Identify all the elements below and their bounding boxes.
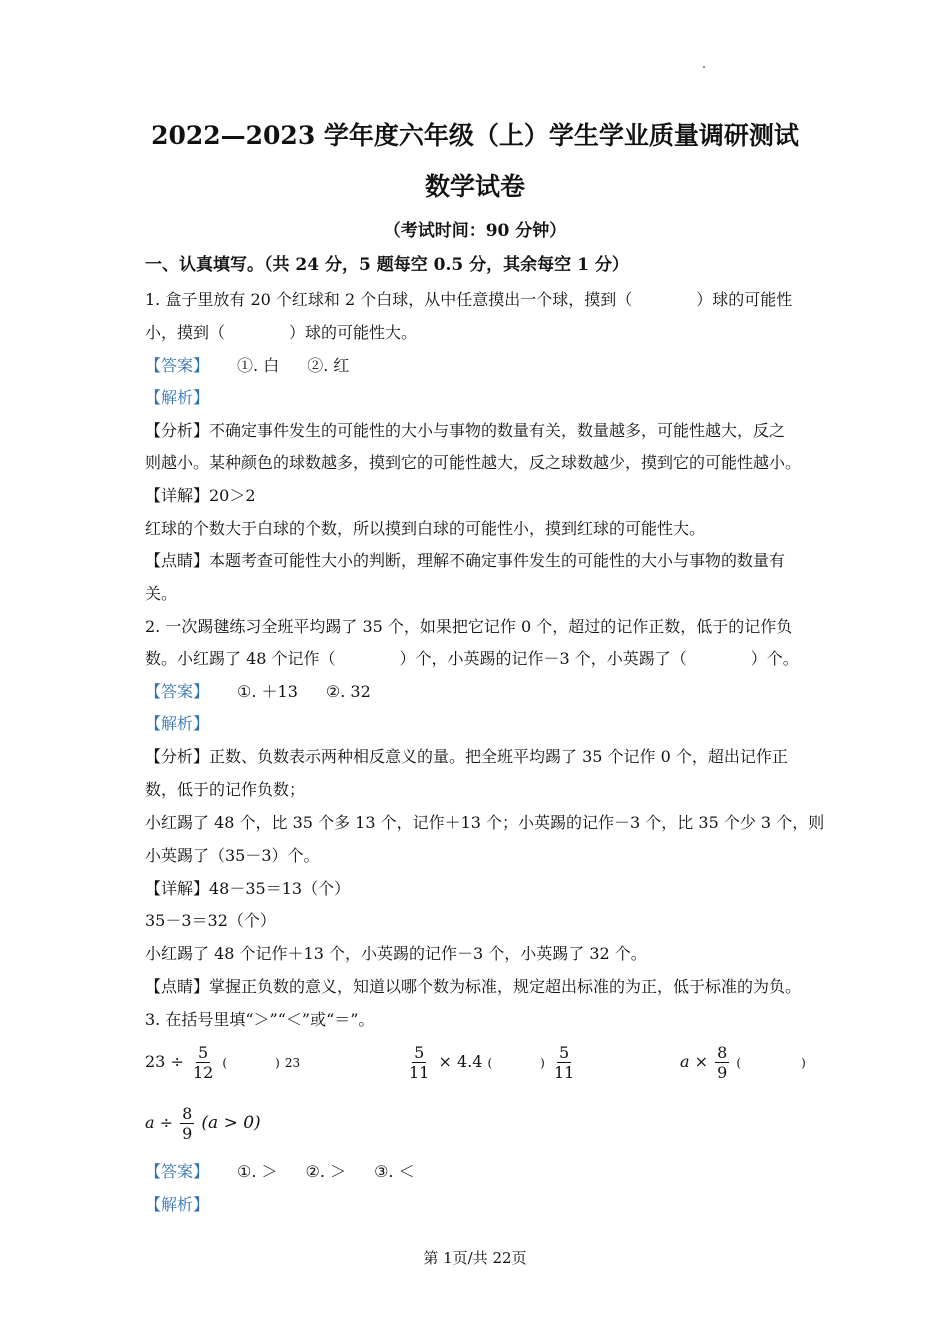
condition: (a > 0): [201, 1113, 261, 1133]
expr1-left: 23 ÷: [145, 1052, 184, 1071]
q1-line2: 小，摸到（ ）球的可能性大。: [145, 323, 418, 342]
q3-answer: [145, 1161, 415, 1183]
q1-analysis-label: 【解析】: [145, 388, 210, 407]
q1-xiangjie-2: 红球的个数大于白球的个数，所以摸到白球的可能性小，摸到红球的可能性大。: [145, 519, 706, 538]
q1-dianjing-1: 【点睛】本题考查可能性大小的判断，理解不确定事件发生的可能性的大小与事物的数量有: [145, 551, 786, 570]
q1-line1: 1. 盒子里放有 20 个红球和 2 个白球，从中任意摸出一个球，摸到（ ）球的可能性: [145, 290, 793, 309]
answer-blank: ( ): [487, 1056, 545, 1070]
fraction: $\frac{5}{12}$: [192, 1043, 214, 1082]
scan-dot: [703, 66, 705, 68]
section-heading: 一、认真填写。（共 24 分，5 题每空 0.5 分，其余每空 1 分）: [145, 255, 629, 275]
q2-line1: 2. 一次踢毽练习全班平均踢了 35 个，如果把它记作 0 个，超过的记作正数，低于的记作负: [145, 617, 793, 636]
q3-answer-1: ①. ＞: [237, 1162, 278, 1181]
q1-answer-2: ②. 红: [307, 356, 350, 375]
operator: ×: [694, 1052, 709, 1071]
exam-title: 2022—2023 学年度六年级（上）学生学业质量调研测试: [151, 121, 799, 150]
q2-fenxi-4: 小英踢了（35－3）个。: [145, 846, 320, 865]
q2-fenxi-3: 小红踢了 48 个，比 35 个多 13 个，记作＋13 个；小英踢的记作－3 个，比 35 个少 3 个，则: [145, 813, 825, 832]
fraction: $\frac{8}{9}$: [182, 1104, 193, 1143]
q2-fenxi-2: 数，低于的记作负数；: [145, 780, 306, 799]
answer-label: 【答案】: [145, 682, 210, 701]
q1-xiangjie: 【详解】20＞2: [145, 486, 256, 505]
q2-answer-2: ②. 32: [325, 682, 371, 701]
q3-answer-2: ②. ＞: [305, 1162, 347, 1181]
q3-line1: 3. 在括号里填“＞”“＜”或“＝”。: [145, 1010, 375, 1029]
exam-subtitle: 数学试卷: [424, 172, 525, 201]
q3-expression-3: [680, 1043, 806, 1082]
q3-expression-2: [405, 1043, 578, 1082]
fraction: $\frac{8}{9}$: [717, 1043, 728, 1082]
q1-answer-1: ①. 白: [237, 356, 280, 375]
q2-xiangjie-3: 小红踢了 48 个记作＋13 个，小英踢的记作－3 个，小英踢了 32 个。: [145, 944, 647, 963]
fraction: $\frac{5}{11}$: [409, 1043, 430, 1082]
q1-answer: [145, 355, 349, 377]
q3-expression-1: [145, 1043, 300, 1082]
q1-dianjing-2: 关。: [145, 584, 178, 603]
q3-answer-3: ③. ＜: [374, 1162, 415, 1181]
q1-fenxi-2: 则越小。某种颜色的球数越多，摸到它的可能性越大，反之球数越少，摸到它的可能性越小。: [145, 453, 802, 472]
expr2-mult: × 4.4: [438, 1052, 483, 1071]
operator: ÷: [159, 1113, 174, 1132]
variable-a: a: [145, 1113, 155, 1132]
answer-label: 【答案】: [145, 1162, 210, 1181]
q2-line2: 数。小红踢了 48 个记作（ ）个，小英踢的记作－3 个，小英踢了（ ）个。: [145, 649, 799, 668]
q2-answer-1: ①. ＋13: [237, 682, 298, 701]
q2-analysis-label: 【解析】: [145, 714, 210, 733]
answer-label: 【答案】: [145, 356, 210, 375]
q3-expression-4: [145, 1104, 261, 1143]
q2-fenxi-1: 【分析】正数、负数表示两种相反意义的量。把全班平均踢了 35 个记作 0 个，超出记作正: [145, 747, 788, 766]
fraction: $\frac{5}{11}$: [553, 1043, 575, 1082]
expr1-right: 23: [284, 1056, 301, 1070]
answer-blank: ( ): [222, 1056, 280, 1070]
variable-a: a: [680, 1052, 690, 1071]
exam-time: （考试时间：90 分钟）: [383, 221, 567, 241]
answer-blank: ( ): [736, 1056, 806, 1070]
q1-fenxi-1: 【分析】不确定事件发生的可能性的大小与事物的数量有关，数量越多，可能性越大，反之: [145, 421, 786, 440]
page-footer: 第 1页/共 22页: [423, 1249, 527, 1267]
q2-answer: [145, 681, 371, 703]
q2-xiangjie-1: 【详解】48－35＝13（个）: [145, 879, 351, 898]
q2-dianjing: 【点睛】掌握正负数的意义，知道以哪个数为标准，规定超出标准的为正，低于标准的为负。: [145, 977, 802, 996]
q3-analysis-label: 【解析】: [145, 1195, 210, 1214]
q2-xiangjie-2: 35－3＝32（个）: [145, 911, 276, 930]
